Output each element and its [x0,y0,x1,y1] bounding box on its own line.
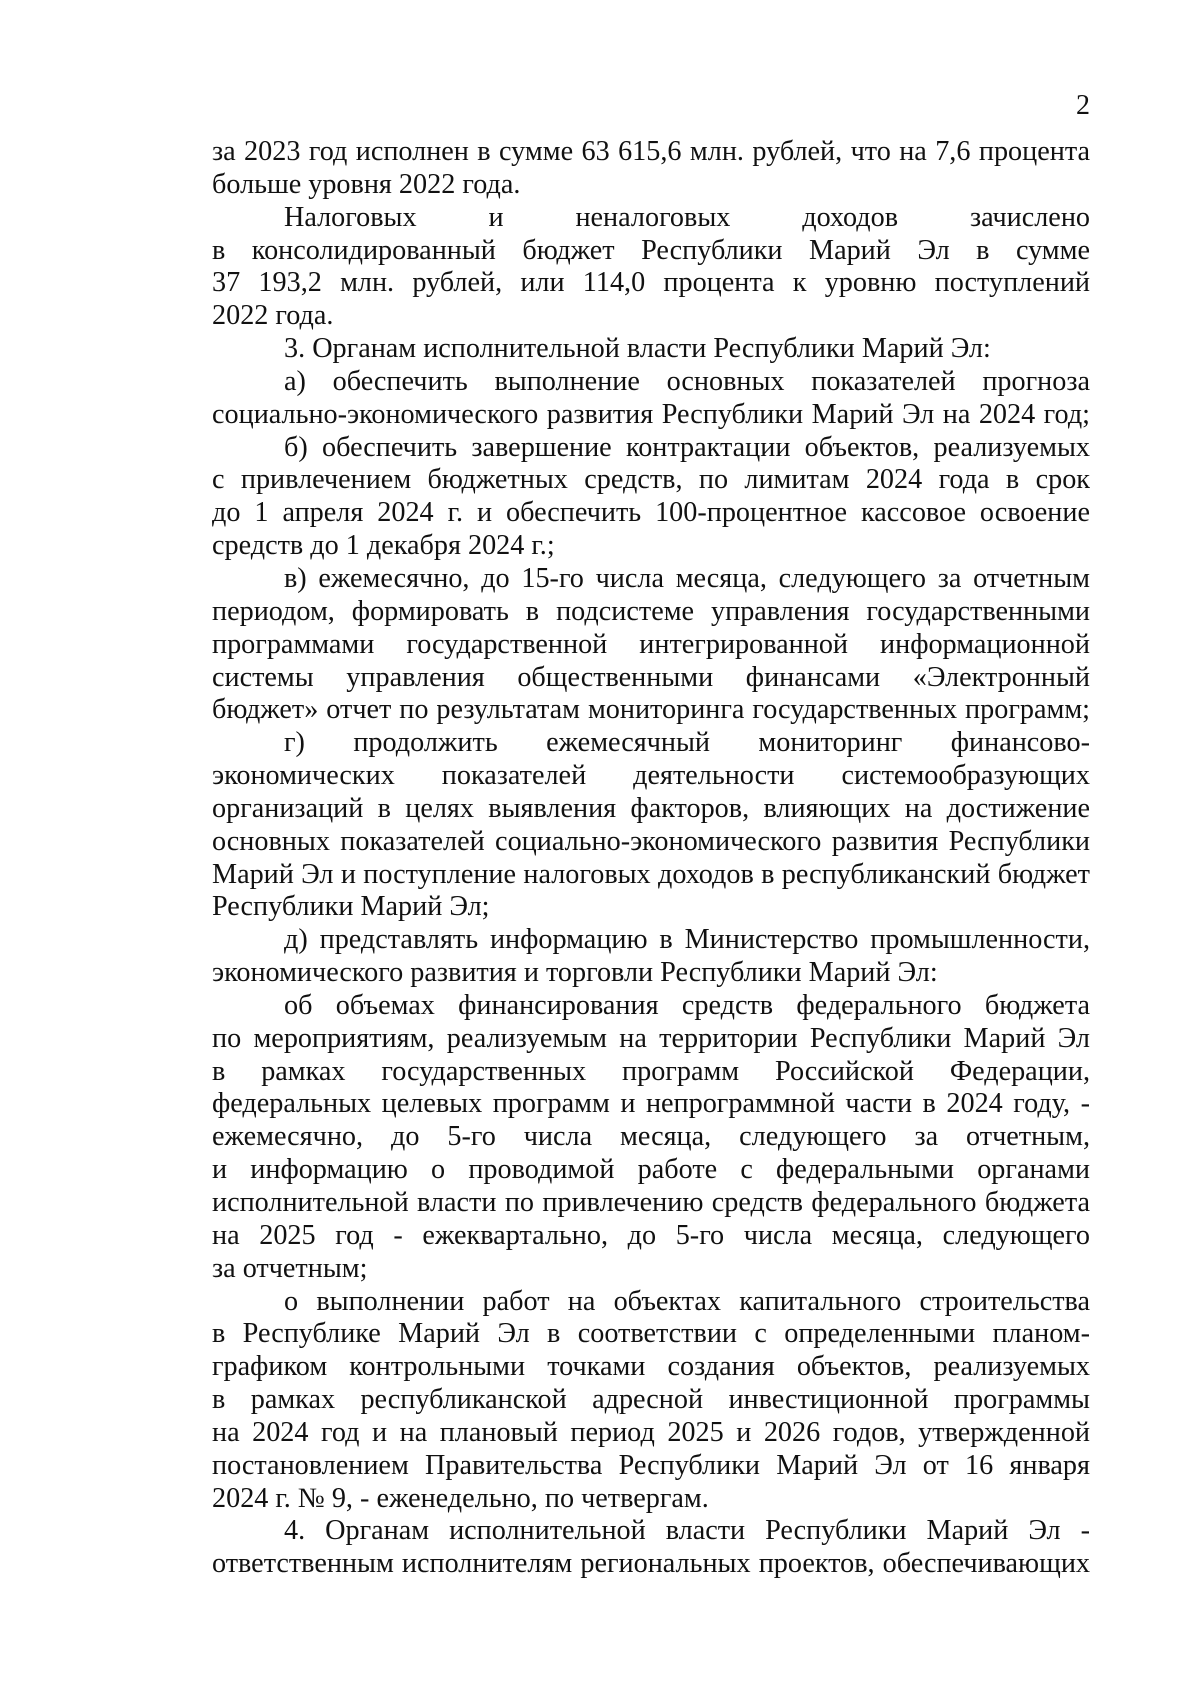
text-line: в Республике Марий Эл в соответствии с определенными планом- [212,1318,1090,1350]
text-line: д) представлять информацию в Министерство промышленности, [284,924,1090,956]
text-line: экономического развития и торговли Республики Марий Эл: [212,957,938,989]
text-line: и информацию о проводимой работе с федеральными органами [212,1154,1090,1186]
text-line: об объемах финансирования средств федерального бюджета [284,989,1090,1021]
text-line: до 1 апреля 2024 г. и обеспечить 100-процентное кассовое освоение [212,497,1090,529]
text-line: системы управления общественными финансами «Электронный [212,661,1090,693]
text-line: периодом, формировать в подсистеме управления государственными [212,595,1090,627]
text-line: по мероприятиям, реализуемым на территории Республики Марий Эл [212,1022,1090,1054]
text-line: б) обеспечить завершение контрактации объектов, реализуемых [284,431,1090,463]
text-line: больше уровня 2022 года. [212,168,521,200]
text-line: в) ежемесячно, до 15-го числа месяца, следующего за отчетным [284,562,1090,594]
text-line: а) обеспечить выполнение основных показателей прогноза [284,365,1090,397]
text-line: 37 193,2 млн. рублей, или 114,0 процента к уровню поступлений [212,267,1090,299]
text-line: Марий Эл и поступление налоговых доходов в республиканский бюджет [212,858,1090,890]
text-line: экономических показателей деятельности системообразующих [212,760,1090,792]
text-line: Республики Марий Эл; [212,891,490,923]
body-text [212,136,1090,1581]
text-line: 2024 г. № 9, - еженедельно, по четвергам. [212,1482,709,1514]
text-line: на 2024 год и на плановый период 2025 и 2026 годов, утвержденной [212,1416,1090,1448]
text-line: постановлением Правительства Республики Марий Эл от 16 января [212,1449,1090,1481]
text-line: основных показателей социально-экономического развития Республики [212,825,1090,857]
text-line: в консолидированный бюджет Республики Марий Эл в сумме [212,234,1090,266]
text-line: ежемесячно, до 5-го числа месяца, следующего за отчетным, [212,1121,1090,1153]
text-line: с привлечением бюджетных средств, по лимитам 2024 года в срок [212,464,1090,496]
text-line: о выполнении работ на объектах капитального строительства [284,1285,1090,1317]
text-line: за отчетным; [212,1252,368,1284]
text-line: в рамках республиканской адресной инвестиционной программы [212,1384,1090,1416]
text-line: программами государственной интегрированной информационной [212,628,1090,660]
text-line: 4. Органам исполнительной власти Республики Марий Эл - [284,1515,1090,1547]
text-line: организаций в целях выявления факторов, влияющих на достижение [212,792,1090,824]
text-line: федеральных целевых программ и непрограммной части в 2024 году, - [212,1088,1090,1120]
text-line: средств до 1 декабря 2024 г.; [212,530,555,562]
text-line: исполнительной власти по привлечению средств федерального бюджета [212,1187,1090,1218]
text-line: в рамках государственных программ Российской Федерации, [212,1055,1090,1087]
text-line: 2022 года. [212,300,334,332]
page-number: 2 [1076,90,1090,121]
text-line: за 2023 год исполнен в сумме 63 615,6 млн. рублей, что на 7,6 процента [212,136,1090,167]
text-line: графиком контрольными точками создания объектов, реализуемых [212,1351,1090,1383]
text-line: 3. Органам исполнительной власти Республики Марий Эл: [284,333,991,365]
text-line: Налоговых и неналоговых доходов зачислено [284,201,1090,233]
text-line: г) продолжить ежемесячный мониторинг финансово- [284,727,1090,759]
text-line: социально-экономического развития Республики Марий Эл на 2024 год; [212,398,1090,430]
text-line: бюджет» отчет по результатам мониторинга государственных программ; [212,694,1090,726]
text-line: на 2025 год - ежеквартально, до 5-го числа месяца, следующего [212,1219,1090,1251]
text-line: ответственным исполнителям региональных проектов, обеспечивающих [212,1548,1090,1580]
